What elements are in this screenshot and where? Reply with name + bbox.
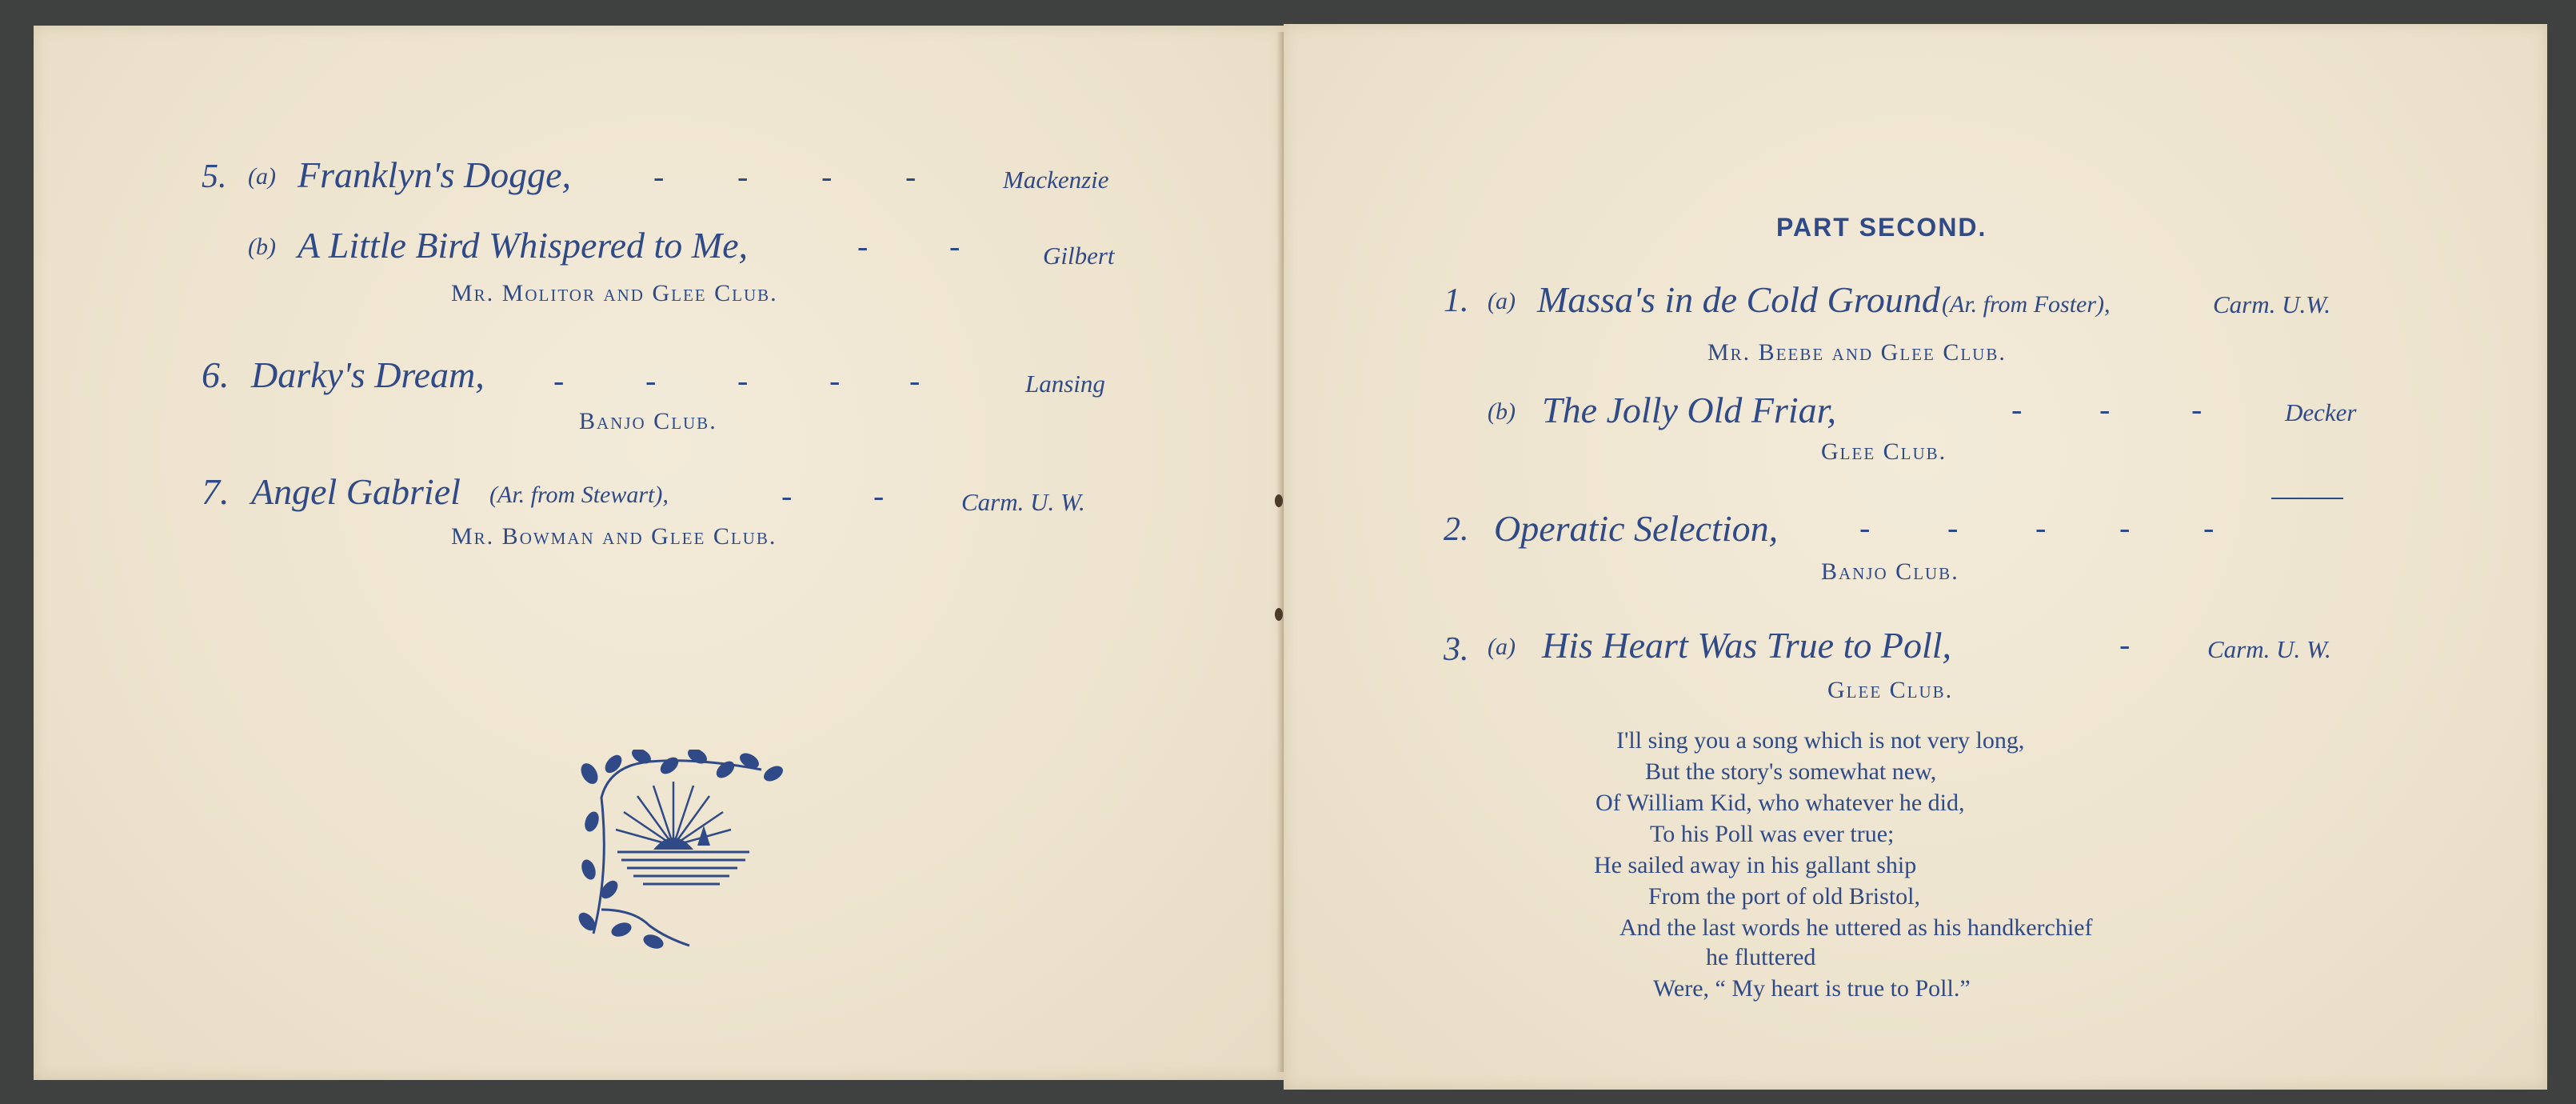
leader-dash: - [781, 478, 793, 514]
leader-dash: - [821, 158, 833, 194]
composer: Gilbert [1043, 242, 1115, 270]
leader-dash: - [2119, 626, 2131, 662]
poem-line: From the port of old Bristol, [1648, 883, 1920, 910]
item-sub-mark: (b) [1488, 398, 1516, 425]
staple [1275, 608, 1283, 621]
composer: Carm. U. W. [961, 488, 1085, 516]
leader-dash: - [2119, 510, 2131, 546]
poem-line: I'll sing you a song which is not very long, [1616, 727, 2025, 754]
poem-line: he fluttered [1706, 944, 1816, 970]
piece-title: His Heart Was True to Poll, [1542, 625, 1952, 666]
composer: Carm. U.W. [2213, 290, 2330, 318]
leader-dash: - [2203, 510, 2215, 546]
performers: Glee Club. [1827, 677, 1954, 703]
staple [1275, 494, 1283, 507]
arrangement-note: (Ar. from Foster), [1942, 291, 2111, 318]
poem-line: He sailed away in his gallant ship [1594, 852, 1917, 878]
piece-title: Darky's Dream, [251, 354, 485, 395]
leader-dash: - [645, 362, 657, 398]
performers: Mr. Molitor and Glee Club. [451, 280, 778, 306]
leader-dash: - [553, 362, 565, 398]
leader-dash: - [905, 158, 917, 194]
item-number: 2. [1444, 511, 1469, 548]
composer: Carm. U. W. [2207, 635, 2331, 663]
item-number: 7. [202, 471, 230, 512]
leader-dash: - [909, 362, 921, 398]
leader-dash: - [2099, 391, 2111, 427]
left-page [34, 26, 1284, 1080]
poem-line: But the story's somewhat new, [1645, 758, 1937, 785]
piece-title: Angel Gabriel [251, 471, 461, 512]
piece-title: Operatic Selection, [1494, 508, 1779, 549]
leader-dash: - [2191, 391, 2203, 427]
composer: Mackenzie [1003, 166, 1109, 194]
item-number: 3. [1444, 631, 1469, 668]
piece-title: A Little Bird Whispered to Me, [298, 225, 749, 266]
item-number: 5. [202, 158, 227, 195]
leader-dash: - [1859, 510, 1871, 546]
performers: Glee Club. [1821, 438, 1947, 465]
poem-line: To his Poll was ever true; [1650, 821, 1895, 847]
sunrise-vine-ornament [577, 750, 785, 950]
poem-line: Were, “ My heart is true to Poll.” [1653, 975, 1971, 1002]
arrangement-note: (Ar. from Stewart), [489, 482, 669, 508]
leader-dash: - [737, 362, 749, 398]
leader-dash: - [857, 228, 869, 264]
leader-dash: - [1947, 510, 1959, 546]
piece-title: Franklyn's Dogge, [298, 154, 571, 195]
performers: Banjo Club. [579, 408, 717, 434]
right-page [1284, 24, 2547, 1090]
piece-title: Massa's in de Cold Ground [1537, 279, 1940, 320]
item-sub-mark: (a) [1488, 288, 1516, 314]
item-number: 6. [202, 354, 230, 395]
leader-dash: - [829, 362, 841, 398]
leader-dash: - [2035, 510, 2047, 546]
poem-line: Of William Kid, who whatever he did, [1596, 790, 1965, 816]
composer-rule [2271, 498, 2343, 499]
performers: Mr. Beebe and Glee Club. [1707, 339, 2007, 366]
composer: Decker [2285, 398, 2357, 426]
leader-dash: - [737, 158, 749, 194]
item-sub-mark: (a) [1488, 634, 1516, 660]
performers: Banjo Club. [1821, 558, 1959, 585]
leader-dash: - [949, 228, 961, 264]
item-sub-mark: (b) [248, 234, 276, 260]
item-number: 1. [1444, 282, 1469, 319]
item-sub-mark: (a) [248, 163, 276, 190]
leader-dash: - [653, 158, 665, 194]
composer: Lansing [1025, 370, 1105, 398]
poem-line: And the last words he uttered as his handkerchief [1619, 914, 2093, 941]
performers: Mr. Bowman and Glee Club. [451, 523, 777, 550]
leader-dash: - [873, 478, 885, 514]
section-heading: PART SECOND. [1776, 213, 1987, 242]
piece-title: The Jolly Old Friar, [1542, 390, 1836, 430]
leader-dash: - [2011, 391, 2023, 427]
